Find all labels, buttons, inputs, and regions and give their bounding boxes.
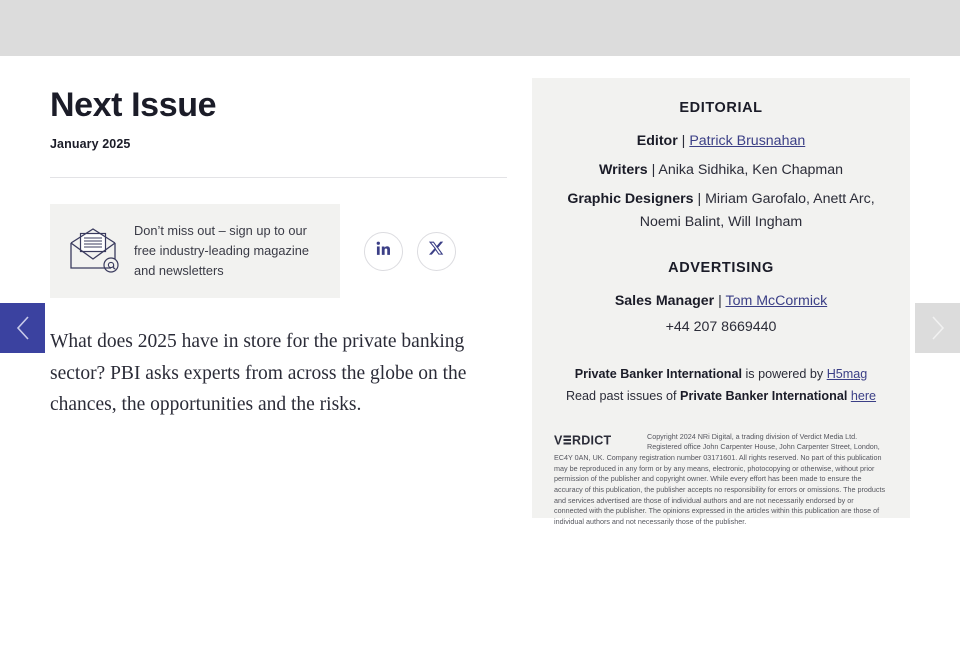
envelope-at-icon xyxy=(66,226,122,276)
verdict-logo xyxy=(554,433,640,448)
writers-credit xyxy=(554,159,888,182)
sales-manager-link[interactable]: Tom McCormick xyxy=(725,293,828,309)
x-twitter-button[interactable] xyxy=(417,232,456,271)
newsletter-signup-box[interactable] xyxy=(50,204,340,298)
writers-names: Anika Sidhika, Ken Chapman xyxy=(658,162,843,178)
promo-row xyxy=(50,204,510,298)
social-links-group xyxy=(364,232,456,271)
editorial-heading: EDITORIAL xyxy=(679,100,763,116)
linkedin-icon xyxy=(376,241,391,261)
designers-credit xyxy=(554,188,888,234)
sales-manager-credit xyxy=(554,290,888,313)
editor-credit xyxy=(554,130,888,153)
powered-by-block xyxy=(554,365,888,406)
designers-names: Miriam Garofalo, Anett Arc, Noemi Balint, Will Ingham xyxy=(639,191,875,230)
svg-text:RDICT: RDICT xyxy=(572,433,612,448)
article-body: What does 2025 have in store for the private banking sector? PBI asks experts from across the globe on the chances, the opportunities and the risks. xyxy=(50,331,467,416)
legal-block xyxy=(554,432,888,528)
editor-name-link[interactable]: Patrick Brusnahan xyxy=(689,133,806,149)
sales-separator: | xyxy=(714,293,726,309)
past-issues-link[interactable]: here xyxy=(850,388,877,403)
page-title: Next Issue xyxy=(50,86,217,124)
svg-text:V: V xyxy=(554,433,563,448)
designers-separator: | xyxy=(693,191,706,207)
writers-role-label: Writers xyxy=(599,162,648,178)
editor-separator: | xyxy=(677,133,690,149)
sales-role-label: Sales Manager xyxy=(614,293,715,309)
past-issues-line xyxy=(554,387,888,406)
powered-by-text: is powered by xyxy=(741,367,827,381)
masthead-panel xyxy=(532,78,910,527)
previous-page-button[interactable] xyxy=(0,303,45,353)
designers-role-label: Graphic Designers xyxy=(567,191,694,207)
linkedin-button[interactable] xyxy=(364,232,403,271)
title-divider xyxy=(50,177,507,178)
past-issues-prefix: Read past issues of xyxy=(565,388,681,403)
top-chrome-bar xyxy=(0,0,960,56)
next-page-button[interactable] xyxy=(915,303,960,353)
powered-brand-name: Private Banker International xyxy=(574,367,742,381)
article-column xyxy=(50,86,510,440)
sales-phone-number: +44 207 8669440 xyxy=(665,319,777,335)
writers-separator: | xyxy=(647,162,659,178)
advertising-heading: ADVERTISING xyxy=(668,260,774,276)
magazine-page-canvas xyxy=(0,56,960,655)
issue-date: January 2025 xyxy=(50,137,131,152)
editor-role-label: Editor xyxy=(636,133,678,149)
chevron-right-icon xyxy=(930,315,946,341)
newsletter-text: Don’t miss out – sign up to our free industry-leading magazine and newsletters xyxy=(134,223,309,279)
chevron-left-icon xyxy=(15,315,31,341)
past-issues-brand: Private Banker International xyxy=(680,388,848,403)
copyright-text: Copyright 2024 NRi Digital, a trading division of Verdict Media Ltd. Registered office John Carpenter House, John Carpenter Street, London, EC4Y 0AN, UK. Company registration number 03171601. All rights reserved. No part of this publication may be reproduced in any form or by any means, electronic, photocopying or otherwise, without prior permission of the publisher and copyright owner. While every effort has been made to ensure the accuracy of this publication, the publisher accepts no responsibility for errors or omissions. The products and services advertised are those of individual authors and are not necessarily endorsed by or connected with the publisher. The opinions expressed in the articles within this publication are those of individual authors and not necessarily those of the publisher. xyxy=(554,431,886,527)
powered-by-line xyxy=(554,365,888,384)
x-twitter-icon xyxy=(429,241,444,261)
h5mag-link[interactable]: H5mag xyxy=(826,367,868,381)
